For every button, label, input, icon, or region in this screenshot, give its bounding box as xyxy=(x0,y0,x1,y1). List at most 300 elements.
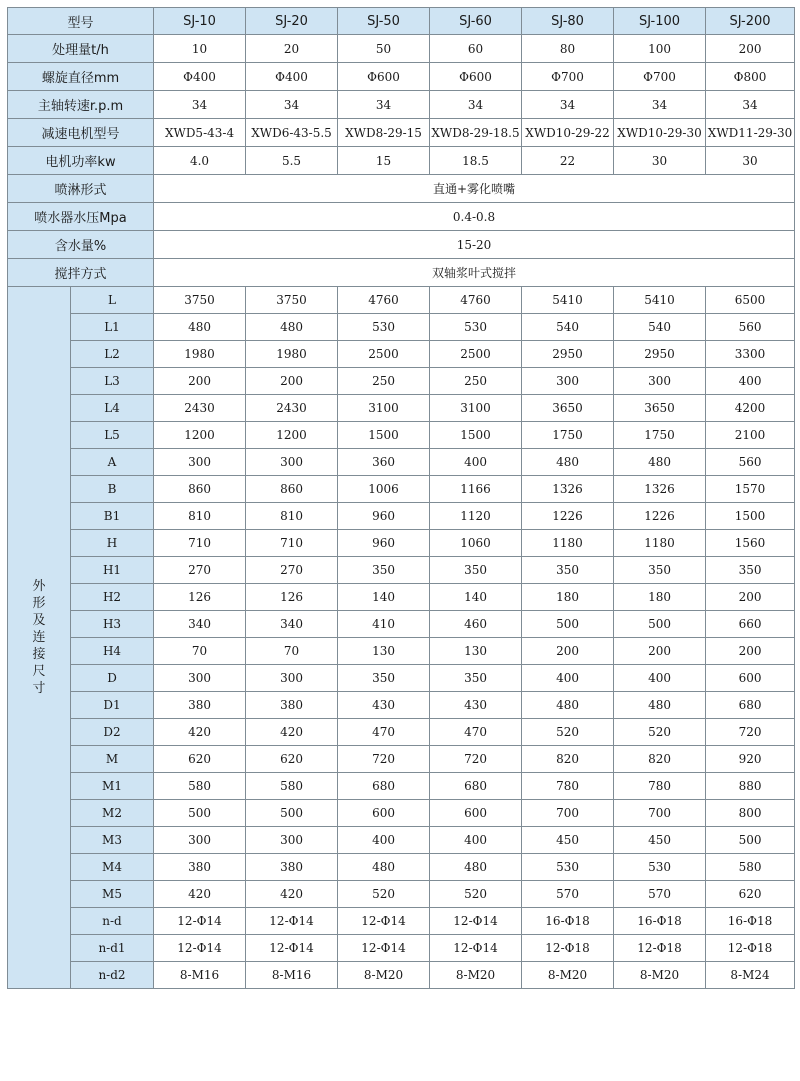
dimension-value: 860 xyxy=(154,476,246,503)
dimension-value: 380 xyxy=(154,854,246,881)
dimension-row xyxy=(8,449,795,476)
dimension-value: 300 xyxy=(154,665,246,692)
dimension-value: 8-M24 xyxy=(706,962,795,989)
dimension-value: 130 xyxy=(430,638,522,665)
dimension-value: 480 xyxy=(154,314,246,341)
dimension-value: 1570 xyxy=(706,476,795,503)
dimension-value: 780 xyxy=(614,773,706,800)
dimension-value: 960 xyxy=(338,530,430,557)
spec-value: 30 xyxy=(614,147,706,175)
dimension-value: 1180 xyxy=(522,530,614,557)
dimension-value: 470 xyxy=(430,719,522,746)
dimension-row xyxy=(8,773,795,800)
merged-row xyxy=(8,259,795,287)
dimension-value: 3650 xyxy=(614,395,706,422)
dimension-label: L2 xyxy=(71,341,154,368)
dimension-value: 12-Φ14 xyxy=(430,935,522,962)
dimension-label: D2 xyxy=(71,719,154,746)
dimension-value: 1980 xyxy=(246,341,338,368)
dimension-row xyxy=(8,692,795,719)
dimension-value: 400 xyxy=(430,827,522,854)
dimension-value: 2430 xyxy=(246,395,338,422)
spec-value: 100 xyxy=(614,35,706,63)
merged-label: 喷水器水压Mpa xyxy=(8,203,154,231)
spec-value: XWD11-29-30 xyxy=(706,119,795,147)
dimension-value: 350 xyxy=(430,557,522,584)
dimension-row xyxy=(8,530,795,557)
header-row xyxy=(8,8,795,35)
dimension-value: 530 xyxy=(614,854,706,881)
dimension-value: 540 xyxy=(522,314,614,341)
dimension-label: M3 xyxy=(71,827,154,854)
dimension-value: 500 xyxy=(246,800,338,827)
dimension-value: 180 xyxy=(522,584,614,611)
spec-value: 34 xyxy=(706,91,795,119)
dimension-value: 350 xyxy=(706,557,795,584)
dimension-row xyxy=(8,611,795,638)
model-cell: SJ-100 xyxy=(614,8,706,35)
dimension-value: 920 xyxy=(706,746,795,773)
dimension-value: 200 xyxy=(614,638,706,665)
dimension-value: 12-Φ14 xyxy=(246,935,338,962)
dimension-value: 1006 xyxy=(338,476,430,503)
spec-row xyxy=(8,35,795,63)
spec-row xyxy=(8,63,795,91)
dimension-value: 380 xyxy=(246,854,338,881)
spec-table-body xyxy=(8,8,795,989)
dimension-value: 480 xyxy=(246,314,338,341)
dimension-label: L3 xyxy=(71,368,154,395)
spec-value: Φ700 xyxy=(522,63,614,91)
dimension-value: 2950 xyxy=(522,341,614,368)
dimension-row xyxy=(8,881,795,908)
dimension-value: 480 xyxy=(430,854,522,881)
dimension-value: 300 xyxy=(614,368,706,395)
dimension-value: 450 xyxy=(614,827,706,854)
spec-value: 34 xyxy=(154,91,246,119)
dimension-value: 660 xyxy=(706,611,795,638)
dimension-value: 450 xyxy=(522,827,614,854)
dimension-value: 2500 xyxy=(338,341,430,368)
dimension-value: 420 xyxy=(246,881,338,908)
spec-value: 34 xyxy=(614,91,706,119)
spec-value: 34 xyxy=(522,91,614,119)
dimension-value: 600 xyxy=(430,800,522,827)
dimension-value: 480 xyxy=(614,449,706,476)
spec-value: XWD5-43-4 xyxy=(154,119,246,147)
dimension-value: 500 xyxy=(706,827,795,854)
dimension-value: 560 xyxy=(706,449,795,476)
dimension-value: 300 xyxy=(522,368,614,395)
dimension-value: 480 xyxy=(338,854,430,881)
dimension-value: 4200 xyxy=(706,395,795,422)
dimension-value: 180 xyxy=(614,584,706,611)
spec-value: Φ800 xyxy=(706,63,795,91)
dimension-value: 140 xyxy=(338,584,430,611)
dimension-value: 1750 xyxy=(614,422,706,449)
dimension-label: H2 xyxy=(71,584,154,611)
spec-value: 18.5 xyxy=(430,147,522,175)
dimension-value: 12-Φ14 xyxy=(338,908,430,935)
dimension-value: 250 xyxy=(338,368,430,395)
dimension-value: 530 xyxy=(338,314,430,341)
dimension-value: 820 xyxy=(522,746,614,773)
dimension-value: 126 xyxy=(154,584,246,611)
dimension-value: 470 xyxy=(338,719,430,746)
dimension-value: 720 xyxy=(706,719,795,746)
dimension-value: 820 xyxy=(614,746,706,773)
dimension-value: 600 xyxy=(706,665,795,692)
dimension-value: 420 xyxy=(154,881,246,908)
dimension-value: 70 xyxy=(154,638,246,665)
dimension-value: 3650 xyxy=(522,395,614,422)
spec-value: 34 xyxy=(430,91,522,119)
dimension-value: 8-M20 xyxy=(522,962,614,989)
dimension-value: 570 xyxy=(522,881,614,908)
dimension-value: 780 xyxy=(522,773,614,800)
dimension-value: 430 xyxy=(338,692,430,719)
merged-value: 15-20 xyxy=(154,231,795,259)
dimension-row xyxy=(8,368,795,395)
spec-value: Φ600 xyxy=(338,63,430,91)
spec-label: 减速电机型号 xyxy=(8,119,154,147)
dimension-value: 520 xyxy=(614,719,706,746)
dimension-row xyxy=(8,719,795,746)
dimension-value: 200 xyxy=(522,638,614,665)
dimension-row xyxy=(8,422,795,449)
spec-value: 60 xyxy=(430,35,522,63)
dimension-row xyxy=(8,584,795,611)
dimension-value: 340 xyxy=(246,611,338,638)
dimension-row xyxy=(8,395,795,422)
spec-value: XWD10-29-30 xyxy=(614,119,706,147)
spec-value: 34 xyxy=(338,91,430,119)
spec-row xyxy=(8,91,795,119)
dimension-value: 5410 xyxy=(522,287,614,314)
model-cell: SJ-200 xyxy=(706,8,795,35)
dimension-value: 620 xyxy=(154,746,246,773)
dimension-value: 580 xyxy=(706,854,795,881)
dimension-row xyxy=(8,962,795,989)
dimension-value: 500 xyxy=(154,800,246,827)
dimension-value: 800 xyxy=(706,800,795,827)
dimension-value: 1750 xyxy=(522,422,614,449)
dimension-label: B1 xyxy=(71,503,154,530)
dimension-value: 1500 xyxy=(338,422,430,449)
dimension-value: 460 xyxy=(430,611,522,638)
dimension-value: 130 xyxy=(338,638,430,665)
spec-value: 200 xyxy=(706,35,795,63)
dimension-value: 1120 xyxy=(430,503,522,530)
dimension-label: H xyxy=(71,530,154,557)
dimension-value: 480 xyxy=(614,692,706,719)
dimension-row xyxy=(8,827,795,854)
dimension-value: 300 xyxy=(246,665,338,692)
dimension-row xyxy=(8,503,795,530)
dimension-value: 300 xyxy=(246,827,338,854)
dimension-value: 2500 xyxy=(430,341,522,368)
model-cell: SJ-60 xyxy=(430,8,522,35)
dimension-value: 430 xyxy=(430,692,522,719)
dimension-label: L1 xyxy=(71,314,154,341)
dimension-row xyxy=(8,854,795,881)
dimension-value: 810 xyxy=(154,503,246,530)
dimension-label: L xyxy=(71,287,154,314)
dimension-value: 580 xyxy=(154,773,246,800)
dimension-value: 1326 xyxy=(522,476,614,503)
dimension-value: 570 xyxy=(614,881,706,908)
dimension-value: 12-Φ14 xyxy=(338,935,430,962)
dimension-label: H3 xyxy=(71,611,154,638)
merged-label: 搅拌方式 xyxy=(8,259,154,287)
dimension-value: 8-M16 xyxy=(246,962,338,989)
dimension-value: 520 xyxy=(430,881,522,908)
dimension-value: 300 xyxy=(246,449,338,476)
dimension-value: 420 xyxy=(154,719,246,746)
dimension-label: M2 xyxy=(71,800,154,827)
dimension-value: 680 xyxy=(338,773,430,800)
dimension-value: 1166 xyxy=(430,476,522,503)
dimension-value: 1226 xyxy=(522,503,614,530)
dimension-value: 400 xyxy=(430,449,522,476)
spec-value: 4.0 xyxy=(154,147,246,175)
model-cell: SJ-50 xyxy=(338,8,430,35)
dimension-value: 1200 xyxy=(154,422,246,449)
dimension-value: 620 xyxy=(246,746,338,773)
merged-value: 直通+雾化喷嘴 xyxy=(154,175,795,203)
spec-value: 22 xyxy=(522,147,614,175)
spec-label: 电机功率kw xyxy=(8,147,154,175)
dimension-value: 860 xyxy=(246,476,338,503)
dimension-label: n-d2 xyxy=(71,962,154,989)
spec-value: 20 xyxy=(246,35,338,63)
dimension-value: 400 xyxy=(522,665,614,692)
dimension-value: 2950 xyxy=(614,341,706,368)
dimension-value: 1500 xyxy=(430,422,522,449)
dimension-value: 680 xyxy=(706,692,795,719)
dimension-value: 8-M20 xyxy=(338,962,430,989)
spec-value: 80 xyxy=(522,35,614,63)
dimension-value: 350 xyxy=(338,665,430,692)
dimension-value: 400 xyxy=(614,665,706,692)
dimension-value: 200 xyxy=(154,368,246,395)
dimension-value: 8-M16 xyxy=(154,962,246,989)
dimension-value: 520 xyxy=(522,719,614,746)
dimension-label: D1 xyxy=(71,692,154,719)
spec-value: 34 xyxy=(246,91,338,119)
merged-row xyxy=(8,175,795,203)
dimension-label: H1 xyxy=(71,557,154,584)
dimension-value: 3300 xyxy=(706,341,795,368)
dimension-value: 140 xyxy=(430,584,522,611)
dimension-value: 700 xyxy=(614,800,706,827)
merged-label: 含水量% xyxy=(8,231,154,259)
dimension-value: 16-Φ18 xyxy=(614,908,706,935)
dimension-label: M4 xyxy=(71,854,154,881)
dimension-label: H4 xyxy=(71,638,154,665)
dimension-value: 12-Φ14 xyxy=(430,908,522,935)
spec-value: XWD10-29-22 xyxy=(522,119,614,147)
dimension-value: 8-M20 xyxy=(614,962,706,989)
spec-value: 50 xyxy=(338,35,430,63)
spec-label: 螺旋直径mm xyxy=(8,63,154,91)
dimension-label: M xyxy=(71,746,154,773)
dimension-value: 350 xyxy=(338,557,430,584)
dimension-row xyxy=(8,557,795,584)
dimension-value: 710 xyxy=(154,530,246,557)
dimension-label: n-d xyxy=(71,908,154,935)
dimension-value: 1060 xyxy=(430,530,522,557)
dimension-row xyxy=(8,476,795,503)
spec-value: XWD6-43-5.5 xyxy=(246,119,338,147)
dimension-value: 530 xyxy=(522,854,614,881)
dimension-label: L5 xyxy=(71,422,154,449)
dimension-value: 480 xyxy=(522,449,614,476)
dimension-value: 700 xyxy=(522,800,614,827)
dimension-row xyxy=(8,800,795,827)
dimension-row xyxy=(8,746,795,773)
dimension-value: 360 xyxy=(338,449,430,476)
dimension-value: 270 xyxy=(246,557,338,584)
dimension-value: 3100 xyxy=(338,395,430,422)
dimension-value: 12-Φ18 xyxy=(614,935,706,962)
spec-label: 主轴转速r.p.m xyxy=(8,91,154,119)
dimension-value: 2100 xyxy=(706,422,795,449)
dimension-value: 400 xyxy=(338,827,430,854)
dimension-value: 620 xyxy=(706,881,795,908)
dimension-value: 500 xyxy=(614,611,706,638)
spec-value: 10 xyxy=(154,35,246,63)
dimension-group-text: 外形及连接尺寸 xyxy=(32,579,46,696)
dimension-value: 380 xyxy=(154,692,246,719)
dimension-value: 4760 xyxy=(430,287,522,314)
dimension-value: 12-Φ18 xyxy=(706,935,795,962)
dimension-value: 1500 xyxy=(706,503,795,530)
dimension-value: 6500 xyxy=(706,287,795,314)
dimension-value: 1180 xyxy=(614,530,706,557)
dimension-value: 720 xyxy=(338,746,430,773)
dimension-value: 200 xyxy=(706,638,795,665)
dimension-label: L4 xyxy=(71,395,154,422)
dimension-value: 880 xyxy=(706,773,795,800)
dimension-value: 530 xyxy=(430,314,522,341)
dimension-row xyxy=(8,287,795,314)
dimension-value: 3750 xyxy=(154,287,246,314)
spec-value: 15 xyxy=(338,147,430,175)
merged-value: 0.4-0.8 xyxy=(154,203,795,231)
dimension-value: 960 xyxy=(338,503,430,530)
dimension-value: 8-M20 xyxy=(430,962,522,989)
dimension-value: 16-Φ18 xyxy=(522,908,614,935)
dimension-value: 200 xyxy=(706,584,795,611)
spec-value: Φ400 xyxy=(154,63,246,91)
dimension-value: 520 xyxy=(338,881,430,908)
spec-value: XWD8-29-15 xyxy=(338,119,430,147)
dimension-value: 200 xyxy=(246,368,338,395)
dimension-label: B xyxy=(71,476,154,503)
dimension-row xyxy=(8,314,795,341)
dimension-value: 4760 xyxy=(338,287,430,314)
spec-value: XWD8-29-18.5 xyxy=(430,119,522,147)
dimension-value: 5410 xyxy=(614,287,706,314)
dimension-value: 16-Φ18 xyxy=(706,908,795,935)
dimension-value: 480 xyxy=(522,692,614,719)
model-cell: SJ-20 xyxy=(246,8,338,35)
dimension-group-label xyxy=(8,287,71,989)
dimension-value: 1226 xyxy=(614,503,706,530)
dimension-value: 710 xyxy=(246,530,338,557)
dimension-value: 12-Φ14 xyxy=(154,908,246,935)
dimension-row xyxy=(8,341,795,368)
dimension-value: 250 xyxy=(430,368,522,395)
dimension-value: 126 xyxy=(246,584,338,611)
dimension-row xyxy=(8,908,795,935)
model-cell: SJ-80 xyxy=(522,8,614,35)
spec-value: 30 xyxy=(706,147,795,175)
dimension-value: 3750 xyxy=(246,287,338,314)
dimension-value: 3100 xyxy=(430,395,522,422)
dimension-value: 600 xyxy=(338,800,430,827)
dimension-label: M5 xyxy=(71,881,154,908)
dimension-value: 340 xyxy=(154,611,246,638)
dimension-value: 1980 xyxy=(154,341,246,368)
dimension-row xyxy=(8,638,795,665)
spec-row xyxy=(8,147,795,175)
dimension-value: 300 xyxy=(154,827,246,854)
dimension-value: 350 xyxy=(614,557,706,584)
merged-label: 喷淋形式 xyxy=(8,175,154,203)
dimension-value: 680 xyxy=(430,773,522,800)
dimension-value: 12-Φ18 xyxy=(522,935,614,962)
dimension-value: 350 xyxy=(522,557,614,584)
merged-row xyxy=(8,231,795,259)
dimension-label: A xyxy=(71,449,154,476)
spec-value: Φ600 xyxy=(430,63,522,91)
dimension-value: 1326 xyxy=(614,476,706,503)
dimension-value: 410 xyxy=(338,611,430,638)
model-cell: SJ-10 xyxy=(154,8,246,35)
dimension-value: 380 xyxy=(246,692,338,719)
dimension-value: 12-Φ14 xyxy=(154,935,246,962)
dimension-label: D xyxy=(71,665,154,692)
dimension-value: 400 xyxy=(706,368,795,395)
header-label: 型号 xyxy=(8,8,154,35)
dimension-value: 70 xyxy=(246,638,338,665)
spec-value: 5.5 xyxy=(246,147,338,175)
dimension-value: 1200 xyxy=(246,422,338,449)
dimension-value: 1560 xyxy=(706,530,795,557)
dimension-value: 350 xyxy=(430,665,522,692)
dimension-value: 2430 xyxy=(154,395,246,422)
spec-label: 处理量t/h xyxy=(8,35,154,63)
dimension-value: 420 xyxy=(246,719,338,746)
merged-row xyxy=(8,203,795,231)
dimension-value: 580 xyxy=(246,773,338,800)
dimension-value: 500 xyxy=(522,611,614,638)
dimension-value: 300 xyxy=(154,449,246,476)
dimension-value: 540 xyxy=(614,314,706,341)
dimension-label: M1 xyxy=(71,773,154,800)
spec-value: Φ700 xyxy=(614,63,706,91)
spec-table xyxy=(7,7,795,989)
dimension-row xyxy=(8,665,795,692)
dimension-label: n-d1 xyxy=(71,935,154,962)
spec-value: Φ400 xyxy=(246,63,338,91)
spec-row xyxy=(8,119,795,147)
dimension-value: 810 xyxy=(246,503,338,530)
dimension-value: 560 xyxy=(706,314,795,341)
dimension-value: 270 xyxy=(154,557,246,584)
